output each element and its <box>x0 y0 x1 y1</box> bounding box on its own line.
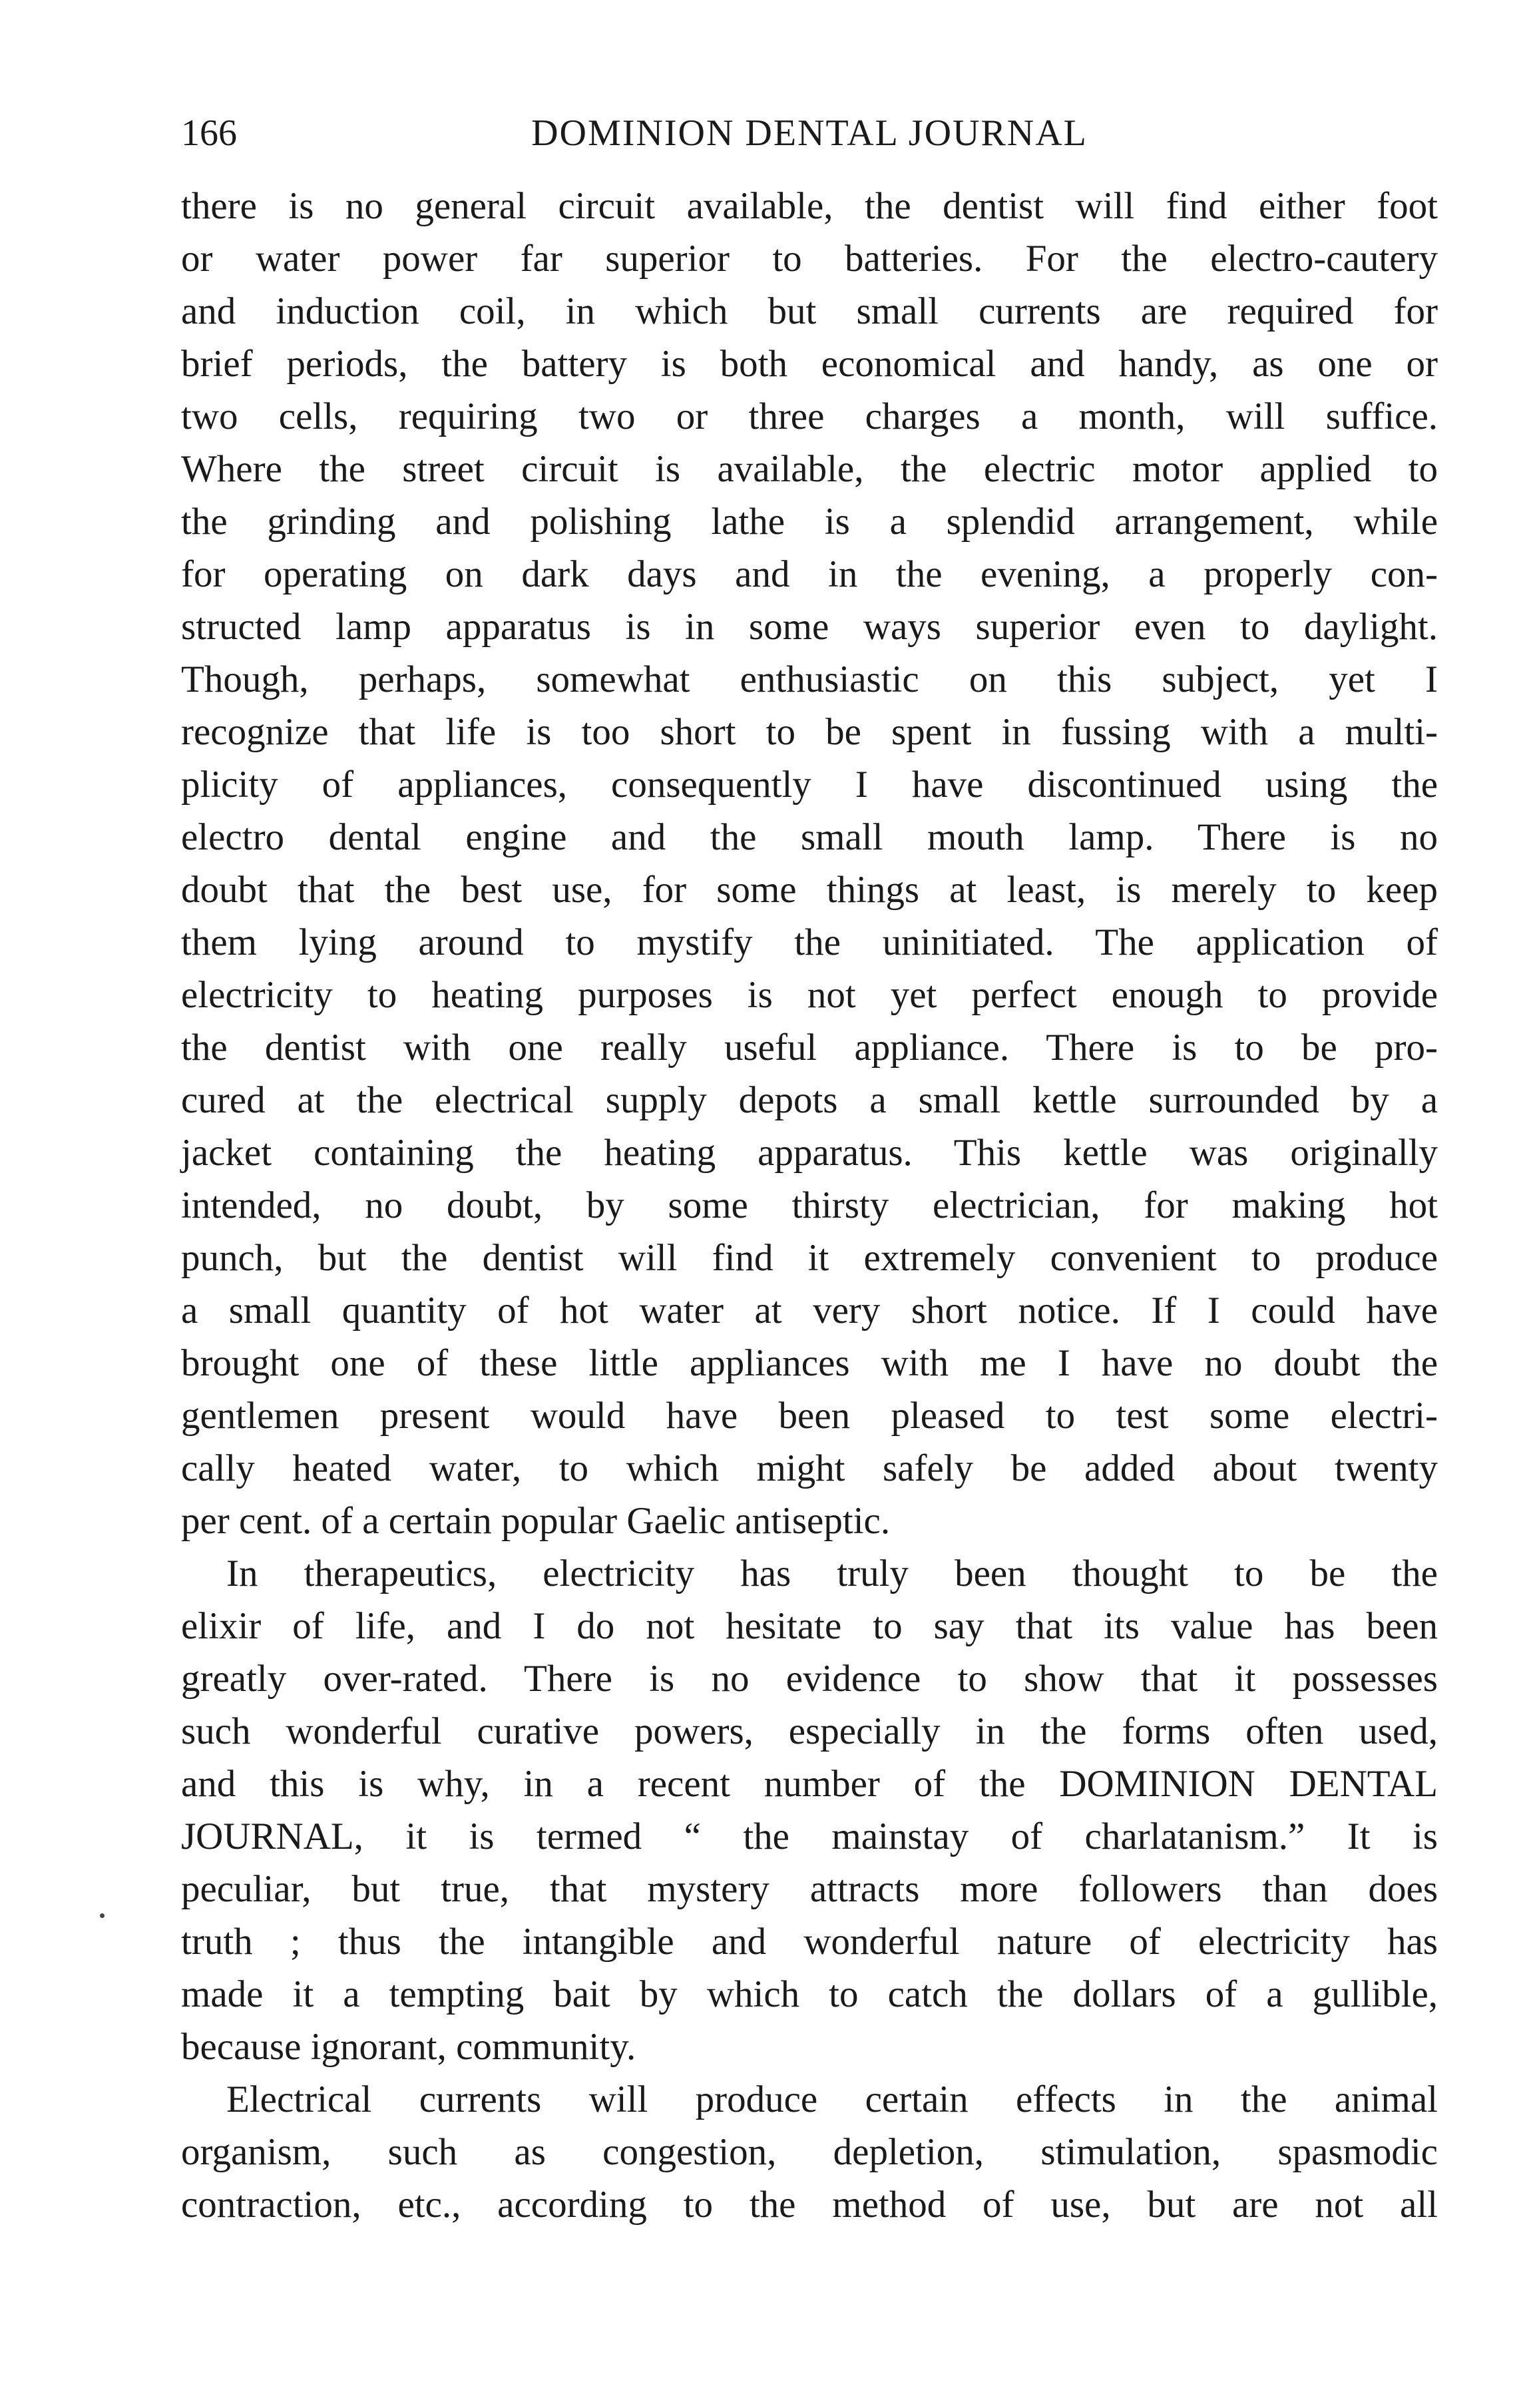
text-line: gentlemen present would have been pleased to test some electri- <box>181 1395 1438 1437</box>
journal-title: DOMINION DENTAL JOURNAL <box>531 113 1088 154</box>
body-text <box>181 180 1438 2231</box>
running-head <box>181 100 1438 166</box>
text-line: Where the street circuit is available, the electric motor applied to <box>181 448 1438 490</box>
text-line: organism, such as congestion, depletion, stimulation, spasmodic <box>181 2131 1438 2173</box>
text-line: brought one of these little appliances with me I have no doubt the <box>181 1342 1438 1384</box>
text-line: electricity to heating purposes is not yet perfect enough to provide <box>181 974 1438 1016</box>
page-number: 166 <box>181 113 237 154</box>
text-line: or water power far superior to batteries. For the electro-cautery <box>181 238 1438 280</box>
text-line: cured at the electrical supply depots a small kettle surrounded by a <box>181 1079 1438 1121</box>
text-line: intended, no doubt, by some thirsty electrician, for making hot <box>181 1184 1438 1226</box>
text-line: them lying around to mystify the uninitiated. The application of <box>181 921 1438 963</box>
text-line: and induction coil, in which but small currents are required for <box>181 290 1438 332</box>
text-line: brief periods, the battery is both economical and handy, as one or <box>181 343 1438 385</box>
text-line: a small quantity of hot water at very short notice. If I could have <box>181 1290 1438 1331</box>
text-line: there is no general circuit available, the dentist will find either foot <box>181 185 1438 227</box>
text-line: recognize that life is too short to be spent in fussing with a multi- <box>181 711 1438 753</box>
text-line: elixir of life, and I do not hesitate to say that its value has been <box>181 1605 1438 1647</box>
text-line: structed lamp apparatus is in some ways superior even to daylight. <box>181 606 1438 648</box>
text-line: the grinding and polishing lathe is a splendid arrangement, while <box>181 501 1438 543</box>
stray-ink-dot <box>100 1913 105 1918</box>
page <box>181 100 1438 2231</box>
text-line: Though, perhaps, somewhat enthusiastic on this subject, yet I <box>181 658 1438 700</box>
text-line: In therapeutics, electricity has truly been thought to be the <box>226 1553 1438 1594</box>
text-line: cally heated water, to which might safely be added about twenty <box>181 1447 1438 1489</box>
text-line: and this is why, in a recent number of the DOMINION DENTAL <box>181 1763 1438 1805</box>
text-line: doubt that the best use, for some things at least, is merely to keep <box>181 869 1438 911</box>
text-line: for operating on dark days and in the evening, a properly con- <box>181 553 1438 595</box>
text-line: plicity of appliances, consequently I have discontinued using the <box>181 764 1438 806</box>
text-line: because ignorant, community. <box>181 2026 636 2068</box>
text-line: JOURNAL, it is termed “ the mainstay of charlatanism.” It is <box>181 1815 1438 1857</box>
text-line: greatly over-rated. There is no evidence to show that it possesses <box>181 1658 1438 1700</box>
text-line: two cells, requiring two or three charges a month, will suffice. <box>181 395 1438 437</box>
text-line: Electrical currents will produce certain effects in the animal <box>226 2078 1438 2120</box>
text-line: truth ; thus the intangible and wonderful nature of electricity has <box>181 1921 1438 1963</box>
text-line: jacket containing the heating apparatus. This kettle was originally <box>181 1132 1438 1174</box>
text-line: punch, but the dentist will find it extremely convenient to produce <box>181 1237 1438 1279</box>
text-line: electro dental engine and the small mouth lamp. There is no <box>181 816 1438 858</box>
text-line: such wonderful curative powers, especially in the forms often used, <box>181 1710 1438 1752</box>
text-line: contraction, etc., according to the method of use, but are not all <box>181 2184 1438 2226</box>
text-line: made it a tempting bait by which to catch the dollars of a gullible, <box>181 1973 1438 2015</box>
text-line: per cent. of a certain popular Gaelic antiseptic. <box>181 1500 891 1542</box>
text-line: the dentist with one really useful appliance. There is to be pro- <box>181 1027 1438 1069</box>
text-line: peculiar, but true, that mystery attracts more followers than does <box>181 1868 1438 1910</box>
